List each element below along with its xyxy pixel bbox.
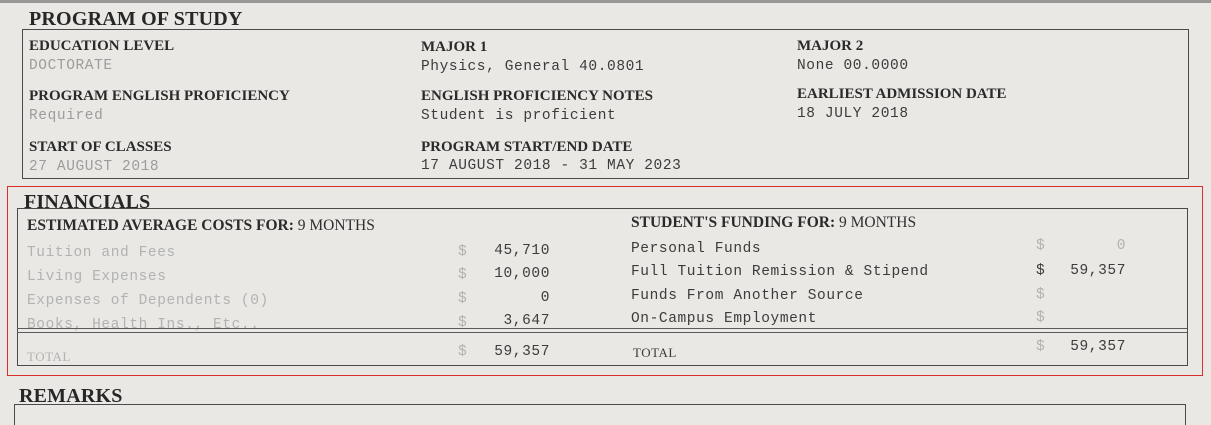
program-dates-label: PROGRAM START/END DATE: [421, 139, 633, 155]
program-dates-value: 17 AUGUST 2018 - 31 MAY 2023: [421, 158, 682, 174]
costs-heading: [27, 217, 375, 235]
cost-row-amount: 3,647: [503, 313, 550, 329]
english-notes-label: ENGLISH PROFICIENCY NOTES: [421, 88, 653, 104]
cost-row-label: Living Expenses: [27, 269, 167, 285]
major2-label: MAJOR 2: [797, 38, 864, 54]
program-of-study-heading: PROGRAM OF STUDY: [29, 8, 243, 30]
funding-total-label: TOTAL: [633, 345, 677, 360]
education-level-value: DOCTORATE: [29, 58, 113, 74]
funding-row-label: Full Tuition Remission & Stipend: [631, 264, 929, 280]
english-notes-value: Student is proficient: [421, 108, 617, 124]
remarks-box: [14, 404, 1186, 425]
funding-row-label: Funds From Another Source: [631, 288, 864, 304]
total-separator: [17, 328, 1187, 329]
costs-heading-period: 9 MONTHS: [297, 217, 375, 234]
funding-row-currency: $: [1036, 310, 1046, 326]
start-of-classes-value: 27 AUGUST 2018: [29, 159, 160, 175]
funding-row-amount: 59,357: [1070, 263, 1126, 279]
funding-row-label: On-Campus Employment: [631, 311, 818, 327]
start-of-classes-label: START OF CLASSES: [29, 139, 172, 155]
funding-heading-period: 9 MONTHS: [838, 214, 917, 231]
funding-row-currency: $: [1036, 263, 1046, 279]
major2-value: None 00.0000: [797, 58, 909, 74]
cost-row-amount: 10,000: [494, 266, 550, 282]
cost-row-amount: 0: [540, 290, 550, 306]
funding-total-currency: $: [1036, 339, 1046, 355]
funding-row-currency: $: [1036, 287, 1046, 303]
education-level-label: EDUCATION LEVEL: [29, 38, 175, 54]
total-separator: [17, 332, 1187, 333]
cost-row-currency: $: [458, 267, 468, 283]
funding-heading-label: STUDENT'S FUNDING FOR:: [631, 214, 836, 231]
cost-row-currency: $: [458, 244, 468, 260]
earliest-admission-label: EARLIEST ADMISSION DATE: [797, 86, 1007, 102]
english-proficiency-value: Required: [29, 108, 104, 124]
cost-row-currency: $: [458, 291, 468, 307]
funding-row-label: Personal Funds: [631, 241, 762, 257]
major1-label: MAJOR 1: [421, 39, 488, 55]
cost-row-amount: 45,710: [494, 243, 550, 259]
top-border: [0, 0, 1211, 3]
funding-total-amount: 59,357: [1070, 339, 1126, 355]
financials-heading: FINANCIALS: [24, 191, 151, 213]
remarks-heading: REMARKS: [19, 385, 123, 407]
funding-row-currency: $: [1036, 238, 1046, 254]
funding-row-amount: 0: [1116, 238, 1126, 254]
costs-heading-label: ESTIMATED AVERAGE COSTS FOR:: [27, 217, 294, 234]
cost-row-label: Books, Health Ins., Etc..: [27, 317, 260, 333]
earliest-admission-value: 18 JULY 2018: [797, 106, 909, 122]
costs-total-label: TOTAL: [27, 349, 71, 364]
cost-row-label: Tuition and Fees: [27, 245, 176, 261]
english-proficiency-label: PROGRAM ENGLISH PROFICIENCY: [29, 88, 290, 104]
funding-heading: [631, 214, 916, 232]
cost-row-currency: $: [458, 315, 468, 331]
costs-total-amount: 59,357: [494, 344, 550, 360]
major1-value: Physics, General 40.0801: [421, 59, 645, 75]
costs-total-currency: $: [458, 344, 468, 360]
cost-row-label: Expenses of Dependents (0): [27, 293, 269, 309]
